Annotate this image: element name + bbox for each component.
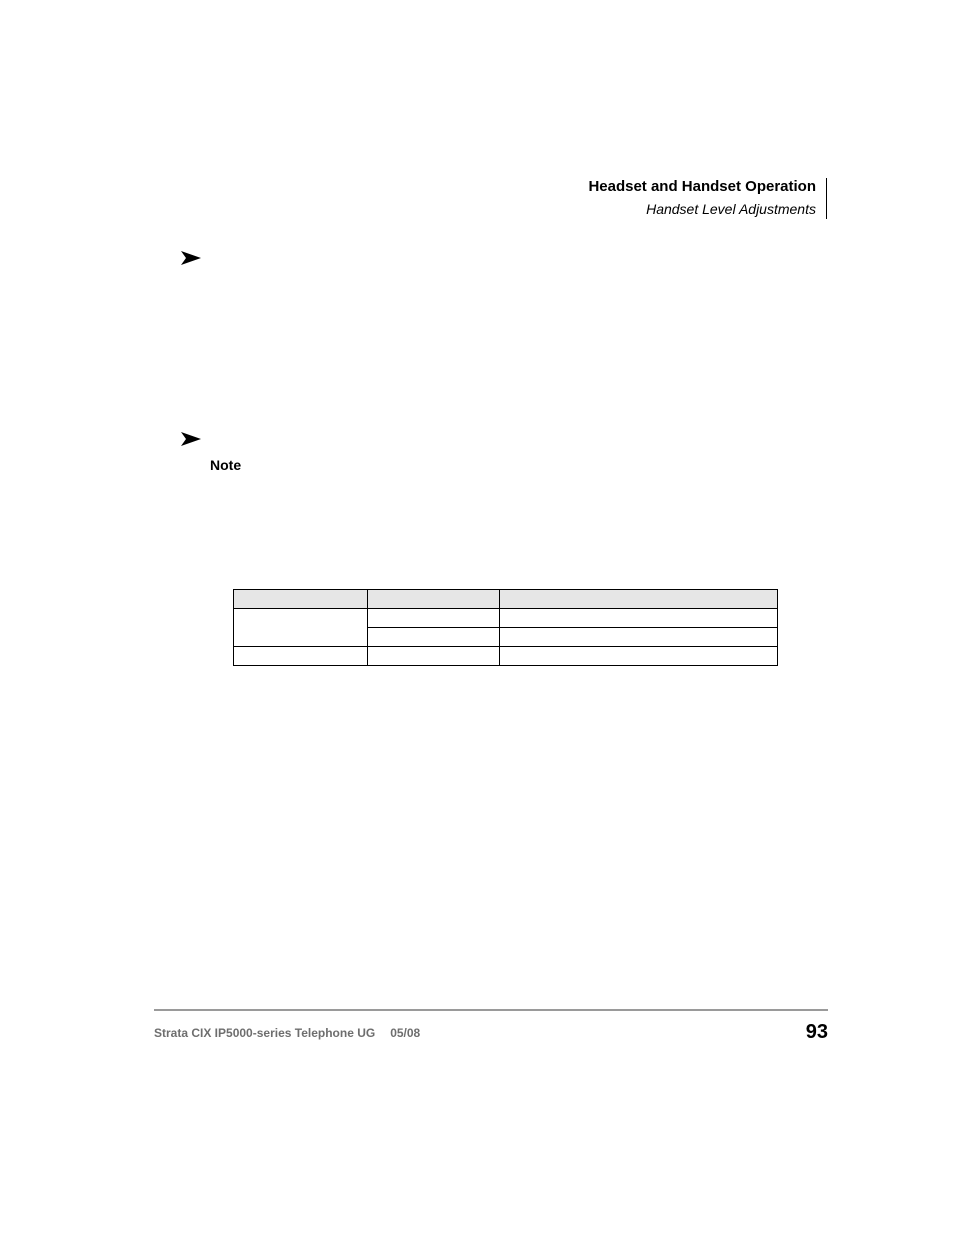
table-header-cell — [500, 590, 778, 609]
footer-rule — [154, 1009, 828, 1011]
table-cell — [368, 609, 500, 628]
table-cell — [368, 628, 500, 647]
section-title: Handset Level Adjustments — [646, 201, 816, 217]
table-row — [234, 647, 778, 666]
table-row — [234, 609, 778, 628]
table-cell — [500, 647, 778, 666]
page-number: 93 — [805, 1021, 828, 1043]
chapter-title: Headset and Handset Operation — [588, 178, 816, 195]
footer-text — [154, 1026, 420, 1041]
table-cell — [500, 628, 778, 647]
right-arrow-bullet-icon — [181, 432, 201, 446]
table-header-row — [234, 590, 778, 609]
table-cell — [234, 647, 368, 666]
right-arrow-bullet-icon — [181, 251, 201, 265]
table-cell — [234, 609, 368, 647]
document-date: 05/08 — [390, 1026, 421, 1040]
table-header-cell — [234, 590, 368, 609]
table-cell — [368, 647, 500, 666]
note-label: Note — [210, 457, 242, 473]
table-header-cell — [368, 590, 500, 609]
header-block — [588, 178, 816, 218]
table-cell — [500, 609, 778, 628]
document-title: Strata CIX IP5000-series Telephone UG — [154, 1026, 376, 1040]
header-vertical-rule — [826, 178, 827, 219]
adjustment-table — [233, 589, 778, 666]
